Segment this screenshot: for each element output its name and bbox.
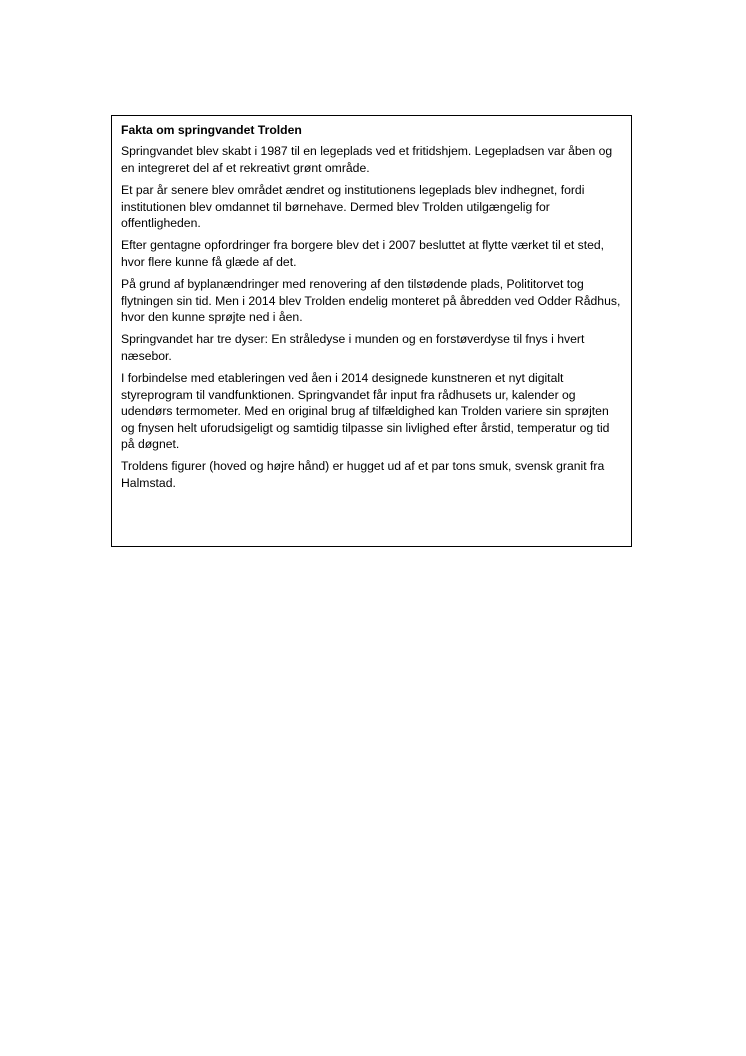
paragraph-nozzles: Springvandet har tre dyser: En stråledyse i munden og en forstøverdyse til fnys i hvert næsebor. [121,332,585,363]
paragraph-relocation-decision: Efter gentagne opfordringer fra borgere blev det i 2007 besluttet at flytte værket til et sted, hvor flere kunne få glæde af det. [121,238,605,269]
paragraph-control-program: I forbindelse med etableringen ved åen i 2014 designede kunstneren et nyt digitalt styreprogram til vandfunktionen. Springvandet får input fra rådhusets ur, kalender og udendørs termometer. Med en original brug af tilfældighed kan Trolden variere sin sprøjten og fnysen helt uforudsigeligt og samtidig tilpasse sin livlighed efter årstid, temperatur og tid på døgnet. [121,371,610,451]
fact-box [111,115,632,547]
paragraph-installation: På grund af byplanændringer med renovering af den tilstødende plads, Polititorvet tog flytningen sin tid. Men i 2014 blev Trolden endelig monteret på åbredden ved Odder Rådhus, hvor den kunne sprøjte ned i åen. [121,277,621,325]
paragraph-origin: Springvandet blev skabt i 1987 til en legeplads ved et fritidshjem. Legepladsen var åben og en integreret del af et rekreativt grønt område. [121,144,613,175]
paragraph-fenced-off: Et par år senere blev området ændret og institutionens legeplads blev indhegnet, fordi institutionen blev omdannet til børnehave. Dermed blev Trolden utilgængelig for offentligheden. [121,183,585,231]
fact-box-title: Fakta om springvandet Trolden [121,123,302,137]
paragraph-granite: Troldens figurer (hoved og højre hånd) er hugget ud af et par tons smuk, svensk granit fra Halmstad. [121,459,605,490]
